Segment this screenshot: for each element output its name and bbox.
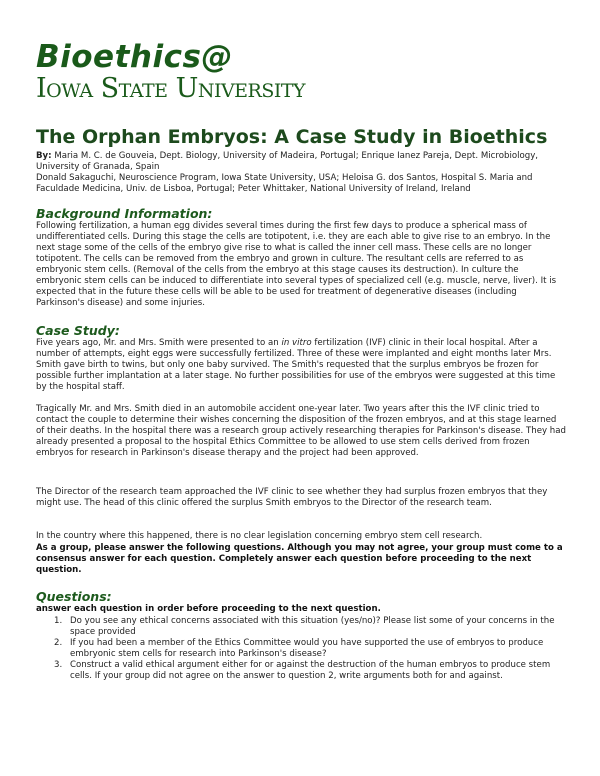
logo-bioethics: Bioethics@ [36,39,233,75]
questions-heading: Questions: [36,589,112,604]
case-paragraph-2: Tragically Mr. and Mrs. Smith died in an automobile accident one-year later. Two years after this the IVF clinic tried to contact the couple to determine their wishes concerning the disposition of the frozen embryos, and at this stage learned of their deaths. In the hospital there was a research group actively researching therapies for Parkinson's disease. They had already presented a proposal to the hospital Ethics Committee to be allowed to use stem cells derived from frozen embryos for research in Parkinson's disease therapy and the project had been approved. [36,404,566,458]
question-item [54,638,566,660]
question-list [54,616,566,682]
questions-intro: answer each question in order before proceeding to the next question. [36,604,381,614]
question-item [54,660,566,682]
question-number: 2. [54,638,63,648]
background-text: Following fertilization, a human egg divides several times during the first few days to produce a spherical mass of undifferentiated cells. During this stage the cells are totipotent, i.e. they are each able to give rise to an embryo. In the next stage some of the cells of the embryo give rise to what is called the inner cell mass. These cells are no longer totipotent. The cells can be removed from the embryo and grown in culture. The resultant cells are referred to as embryonic stem cells. (Removal of the cells from the embryo at this stage causes its destruction). In culture the embryonic stem cells can be induced to differentiate into several types of specialized cell (e.g. muscle, nerve, liver). It is expected that in the future these cells will be able to be used for treatment of degenerative diseases (including Parkinson's disease) and some injuries. [36,221,557,308]
question-text: Do you see any ethical concerns associated with this situation (yes/no)? Please list some of your concerns in the space provided [70,616,555,637]
byline-authors-2: Donald Sakaguchi, Neuroscience Program, Iowa State University, USA; Heloisa G. dos Santos, Hospital S. Maria and Faculdade Medicina, Univ. de Lisboa, Portugal; Peter Whittaker, National University of Ireland, Ireland [36,173,533,194]
background-heading: Background Information: [36,206,213,221]
group-instruction: As a group, please answer the following questions. Although you may not agree, your group must come to a consensus answer for each question. Completely answer each question before proceeding to the next question. [36,543,563,575]
case-p1-end: fertilization (IVF) clinic in their local hospital. After a number of attempts, eight eggs were successfully fertilized. Three of these were implanted and eight months later Mrs. Smith gave birth to twins, but only one baby survived. The Smith's requested that the surplus embryos be frozen for possible further implantation at a later stage. No further possibilities for use of the embryos were suggested at this time by the hospital staff. [36,338,556,392]
question-text: If you had been a member of the Ethics Committee would you have supported the use of embryos to produce embryonic stem cells for research into Parkinson's disease? [70,638,544,659]
question-number: 3. [54,660,63,670]
logo-university: Iowa State University [36,73,306,104]
question-text: Construct a valid ethical argument either for or against the destruction of the human embryos to produce stem cells. If your group did not agree on the answer to question 2, write arguments both for and against. [70,660,551,681]
case-p1-italic: in vitro [281,338,312,348]
case-heading: Case Study: [36,323,120,338]
byline [36,151,566,195]
question-item [54,616,566,638]
byline-label: By: [36,151,52,161]
case-paragraph-1 [36,338,566,393]
case-p1-start: Five years ago, Mr. and Mrs. Smith were presented to an [36,338,282,348]
page-title: The Orphan Embryos: A Case Study in Bioethics [36,126,548,148]
byline-authors-1: Maria M. C. de Gouveia, Dept. Biology, University of Madeira, Portugal; Enrique Ianez Pareja, Dept. Microbiology, University of Granada, Spain [36,151,539,172]
case-paragraph-3: The Director of the research team approached the IVF clinic to see whether they had surplus frozen embryos that they might use. The head of this clinic offered the surplus Smith embryos to the Director of the research team. [36,487,548,508]
question-number: 1. [54,616,63,626]
case-paragraph-4: In the country where this happened, there is no clear legislation concerning embryo stem cell research. [36,531,483,541]
